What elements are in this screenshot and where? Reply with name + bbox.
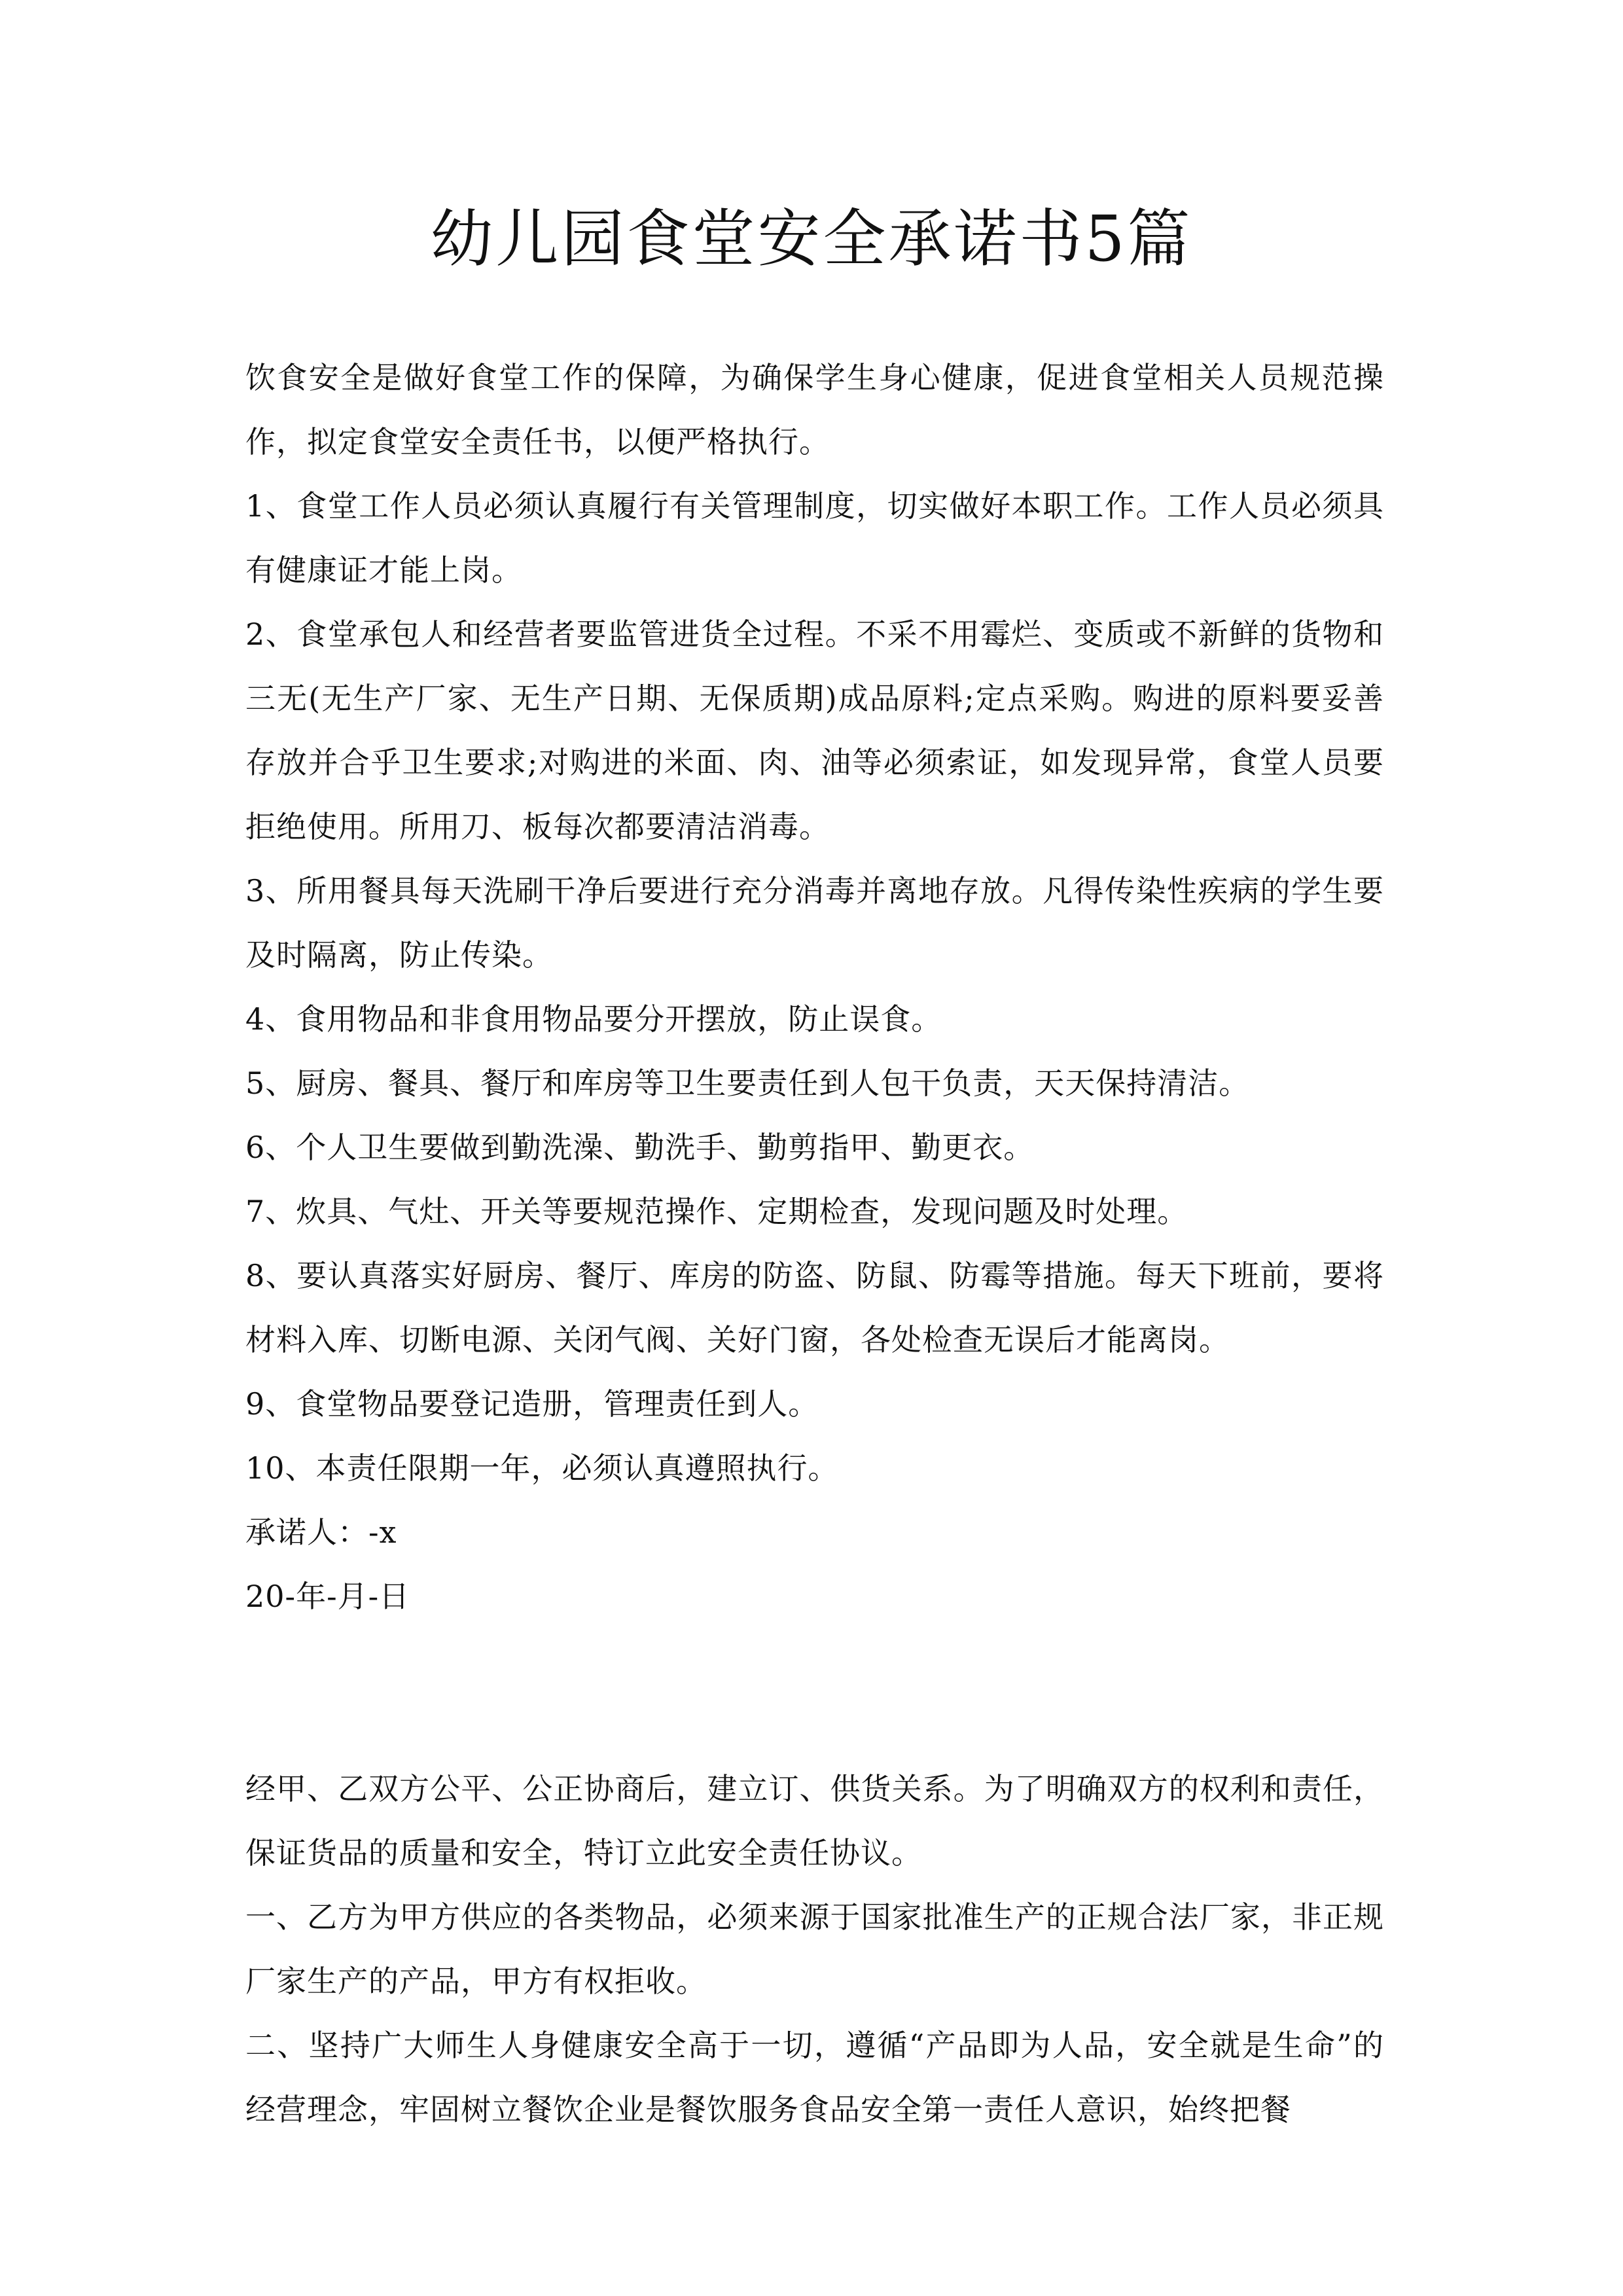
section1-item-9: 9、食堂物品要登记造册，管理责任到人。 <box>245 1386 819 1422</box>
section1-item-6: 6、个人卫生要做到勤洗澡、勤洗手、勤剪指甲、勤更衣。 <box>245 1130 1035 1165</box>
section1-item-7: 7、炊具、气灶、开关等要规范操作、定期检查，发现问题及时处理。 <box>245 1194 1188 1229</box>
document-body <box>245 346 1384 2142</box>
signer-line: 承诺人：-x <box>245 1515 397 1550</box>
document-title: 幼儿园食堂安全承诺书5篇 <box>430 202 1193 276</box>
section1-intro: 饮食安全是做好食堂工作的保障，为确保学生身心健康，促进食堂相关人员规范操作，拟定食堂安全责任书，以便严格执行。 <box>245 360 1384 459</box>
date-line: 20-年-月-日 <box>245 1579 410 1614</box>
section2-item-2: 二、坚持广大师生人身健康安全高于一切，遵循“产品即为人品，安全就是生命”的经营理念，牢固树立餐饮企业是餐饮服务食品安全第一责任人意识，始终把餐 <box>245 2028 1384 2127</box>
section1-item-10: 10、本责任限期一年，必须认真遵照执行。 <box>245 1450 839 1486</box>
section1-item-1: 1、食堂工作人员必须认真履行有关管理制度，切实做好本职工作。工作人员必须具有健康证才能上岗。 <box>245 488 1384 588</box>
section1-item-5: 5、厨房、餐具、餐厅和库房等卫生要责任到人包干负责，天天保持清洁。 <box>245 1066 1250 1101</box>
section1-item-3: 3、所用餐具每天洗刷干净后要进行充分消毒并离地存放。凡得传染性疾病的学生要及时隔离，防止传染。 <box>245 873 1384 973</box>
section-gap <box>245 1628 1384 1757</box>
section1-item-4: 4、食用物品和非食用物品要分开摆放，防止误食。 <box>245 1001 942 1037</box>
section1-item-2: 2、食堂承包人和经营者要监管进货全过程。不采不用霉烂、变质或不新鲜的货物和三无(无生产厂家、无生产日期、无保质期)成品原料;定点采购。购进的原料要妥善存放并合乎卫生要求;对购进的米面、肉、油等必须索证，如发现异常，食堂人员要拒绝使用。所用刀、板每次都要清洁消毒。 <box>245 617 1384 844</box>
section1-item-8: 8、要认真落实好厨房、餐厅、库房的防盗、防鼠、防霉等措施。每天下班前，要将材料入库、切断电源、关闭气阀、关好门窗，各处检查无误后才能离岗。 <box>245 1258 1384 1357</box>
section2-intro: 经甲、乙双方公平、公正协商后，建立订、供货关系。为了明确双方的权利和责任，保证货品的质量和安全，特订立此安全责任协议。 <box>245 1771 1384 1871</box>
section2-item-1: 一、乙方为甲方供应的各类物品，必须来源于国家批准生产的正规合法厂家，非正规厂家生产的产品，甲方有权拒收。 <box>245 1899 1384 1999</box>
